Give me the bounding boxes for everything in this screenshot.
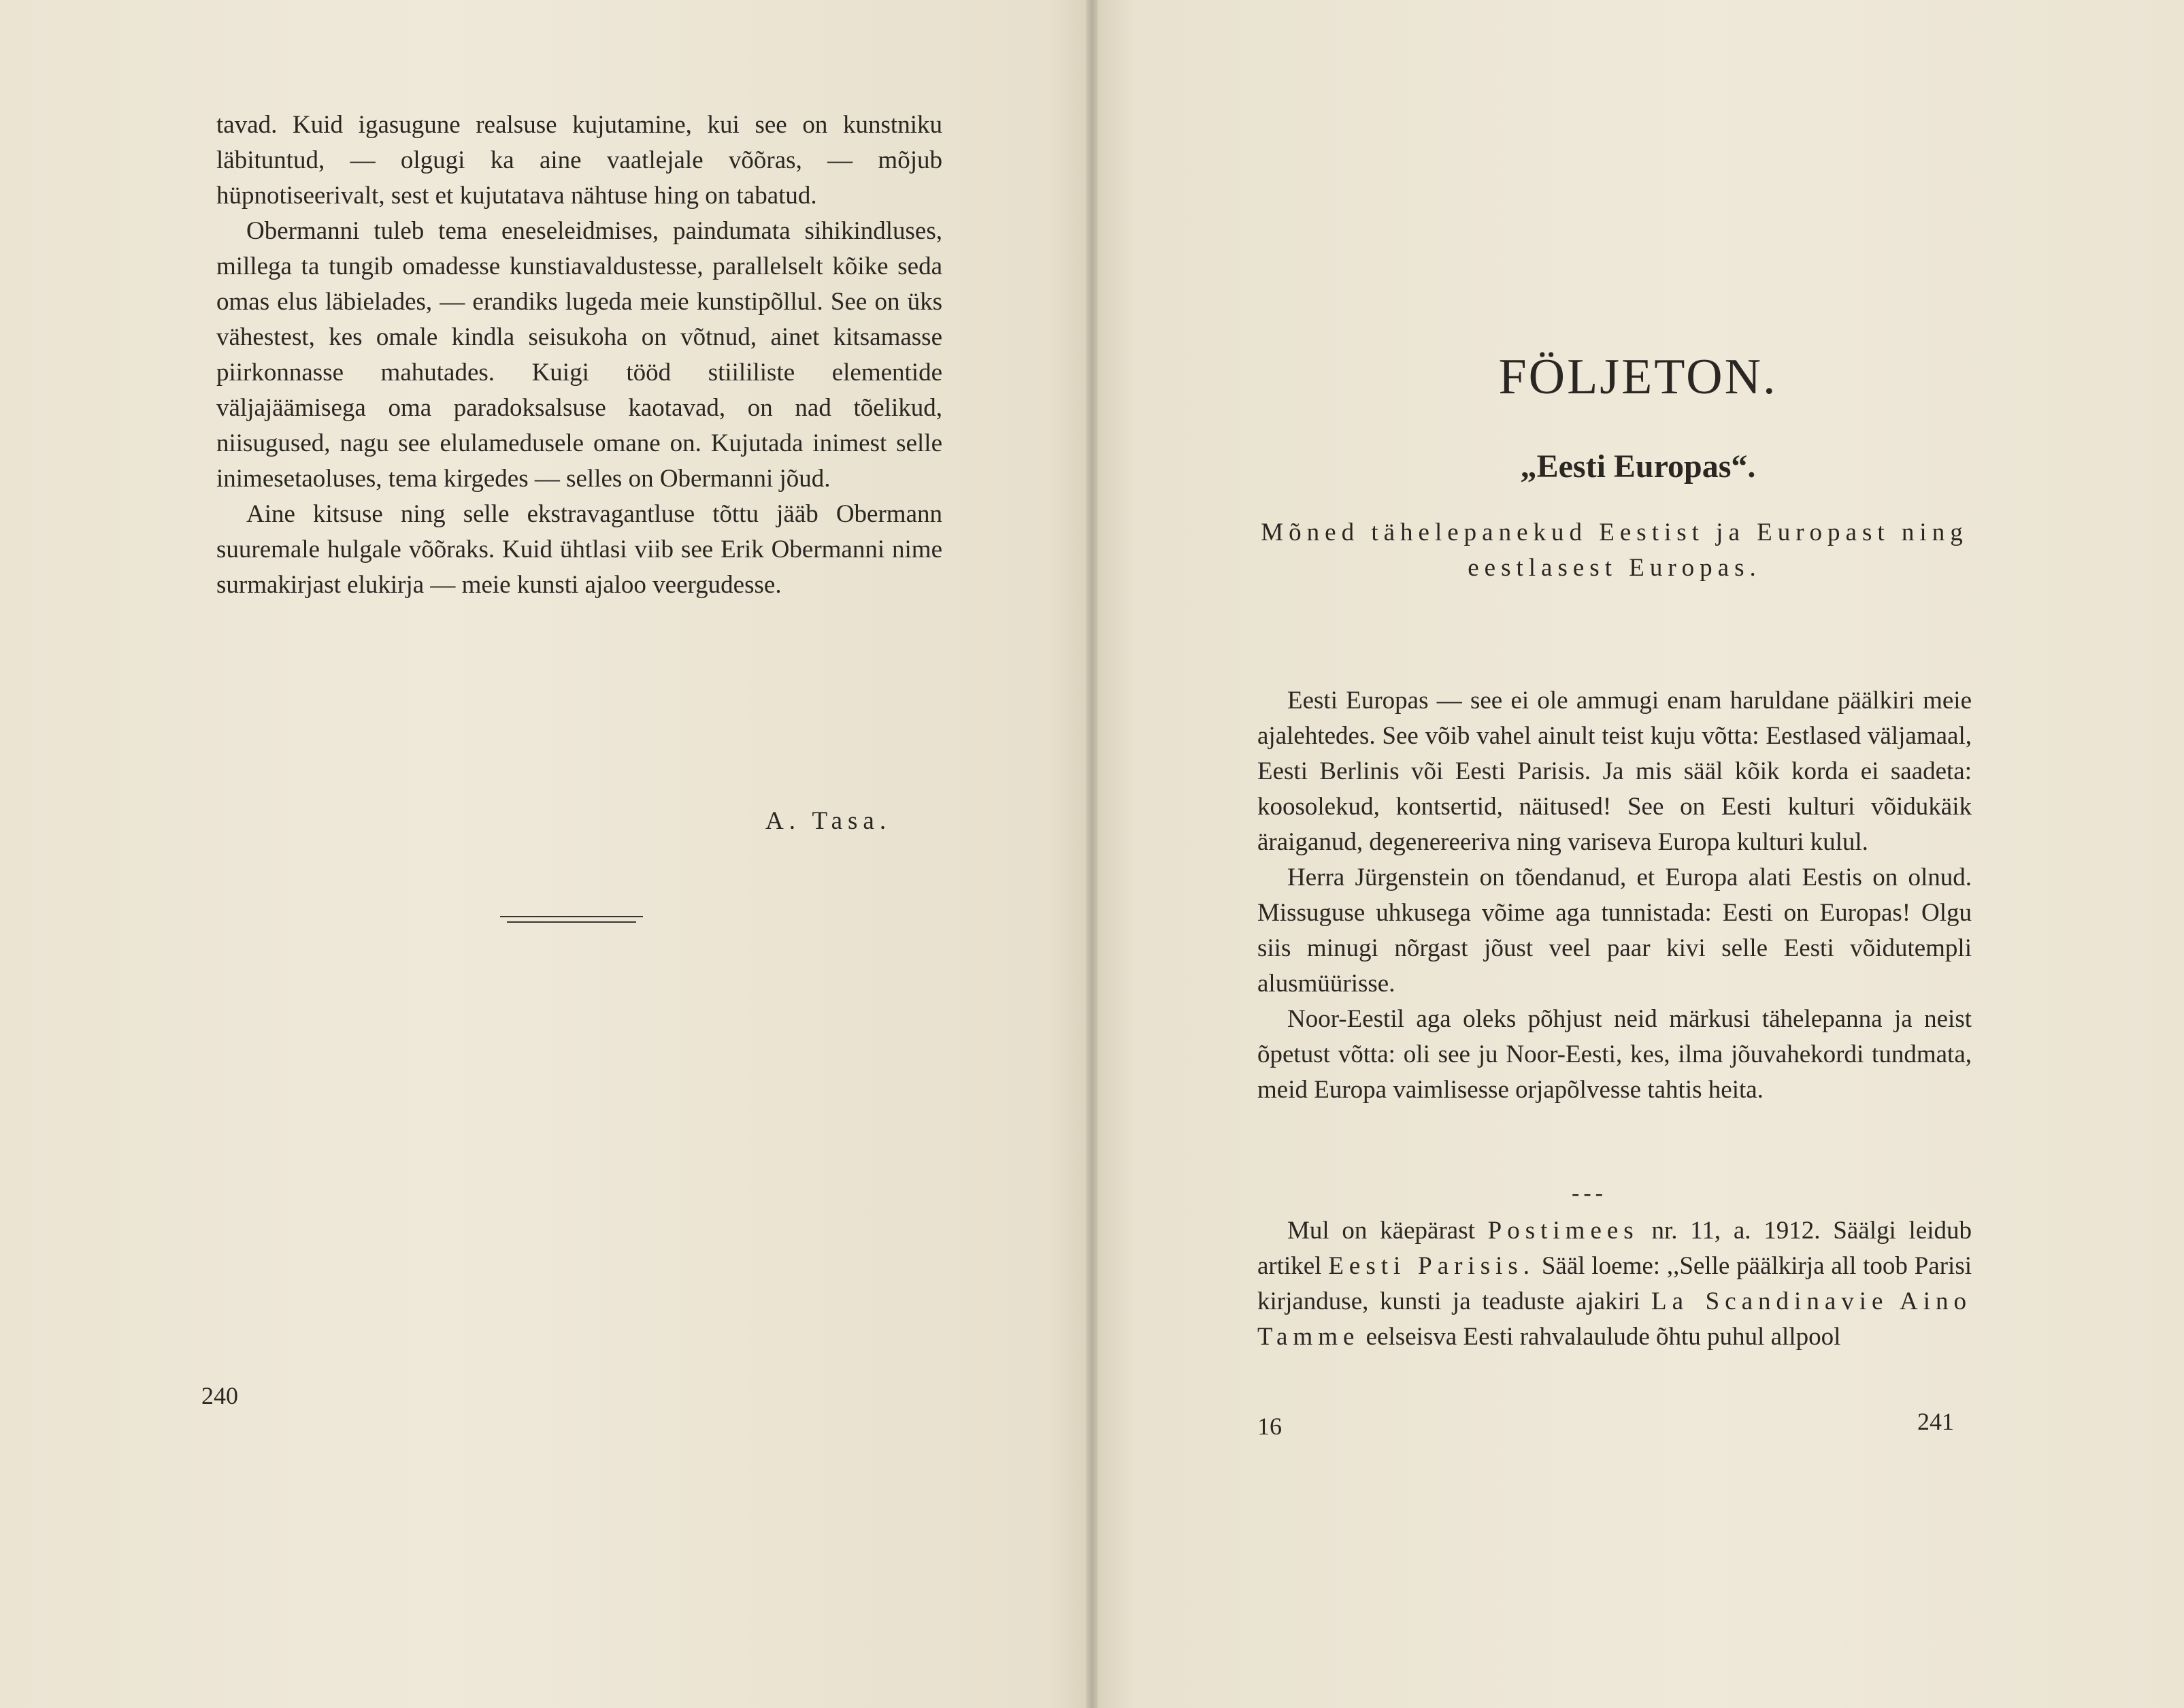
right-column-continued: [1257, 1213, 1972, 1355]
journal-name: La Scandinavie: [1651, 1287, 1889, 1315]
author-signature: A. Tasa.: [765, 807, 892, 835]
page-number-right: 241: [1917, 1408, 1954, 1435]
left-column: [216, 108, 942, 603]
right-paragraph-4: [1257, 1213, 1972, 1355]
right-column: [1257, 683, 1972, 1108]
p4-text-a: Mul on käepärast: [1287, 1217, 1475, 1245]
article-title: „Eesti Europas“.: [1520, 448, 1756, 485]
end-rule-top: [500, 916, 643, 917]
book-gutter: [1086, 0, 1098, 1708]
p4-text-e: Sääl loeme: ,,Selle päälkirja all toob Parisi kirjanduse, kunsti ja teaduste ajakiri: [1257, 1252, 1972, 1315]
section-separator: ---: [1572, 1181, 1607, 1206]
right-paragraph-1: Eesti Europas — see ei ole ammugi enam haruldane päälkiri meie ajalehtedes. See võib vahel ainult teist kuju võtta: Eestlased väljamaal, Eesti Berlinis või Eesti Parisis. Ja mis sääl kõik korda ei saadeta: koosolekud, kontsertid, näitused! See on Eesti kulturi võidukäik äraiganud, degenereeriva ning variseva Europa kulturi kulul.: [1257, 687, 1972, 856]
p4-text-c: nr. 11, a. 1912. Säälgi leidub artikel: [1257, 1217, 1972, 1280]
left-paragraph-1: tavad. Kuid igasugune realsuse kujutamine, kui see on kunstniku läbituntud, — olgugi ka aine vaatlejale võõras, — mõjub hüpnotiseerivalt, sest et kujutatava nähtuse hing on tabatud.: [216, 111, 942, 210]
article-lede: Mõned tähelepanekud Eestist ja Europast ning eestlasest Europas.: [1261, 519, 1968, 582]
left-paragraph-2: Obermanni tuleb tema eneseleidmises, paindumata sihikindluses, millega ta tungib omadesse kunstiavaldustesse, parallelselt kõike seda omas elus läbielades, — erandiks lugeda meie kunstipõllul. See on üks vähestest, kes omale kindla seisukoha on võtnud, ainet kitsamasse piirkonnasse mahutades. Kuigi tööd stiililiste elementide väljajäämisega oma paradoksalsuse kaotavad, on nad tõelikud, niisugused, nagu see elulamedusele omane on. Kujutada inimest selle inimesetaoluses, tema kirgedes — selles on Obermanni jõud.: [216, 217, 942, 493]
p4-text-h: eelseisva Eesti rahvalaulude õhtu puhul allpool: [1366, 1323, 1841, 1351]
article-name: Eesti Parisis.: [1328, 1252, 1536, 1280]
page-number-left: 240: [201, 1382, 238, 1409]
person-name: Aino Tamme: [1257, 1287, 1972, 1351]
section-title: FÖLJETON.: [1498, 349, 1778, 405]
signature-mark: 16: [1257, 1413, 1282, 1440]
newspaper-name: Postimees: [1487, 1217, 1639, 1245]
left-paragraph-3: Aine kitsuse ning selle ekstravagantluse tõttu jääb Obermann suuremale hulgale võõraks. Kuid ühtlasi viib see Erik Obermanni nime surmakirjast elukirja — meie kunsti ajaloo veergudesse.: [216, 500, 942, 599]
right-paragraph-3: Noor-Eestil aga oleks põhjust neid märkusi tähelepanna ja neist õpetust võtta: oli see ju Noor-Eesti, kes, ilma jõuvahekordi tundmata, meid Europa vaimlisesse orjapõlvesse tahtis heita.: [1257, 1005, 1972, 1104]
right-paragraph-2: Herra Jürgenstein on tõendanud, et Europa alati Eestis on olnud. Missuguse uhkusega võime aga tunnistada: Eesti on Europas! Olgu siis minugi nõrgast jõust veel paar kivi selle Eesti võidutempli alusmüürisse.: [1257, 864, 1972, 998]
end-rule-bottom: [507, 921, 636, 923]
